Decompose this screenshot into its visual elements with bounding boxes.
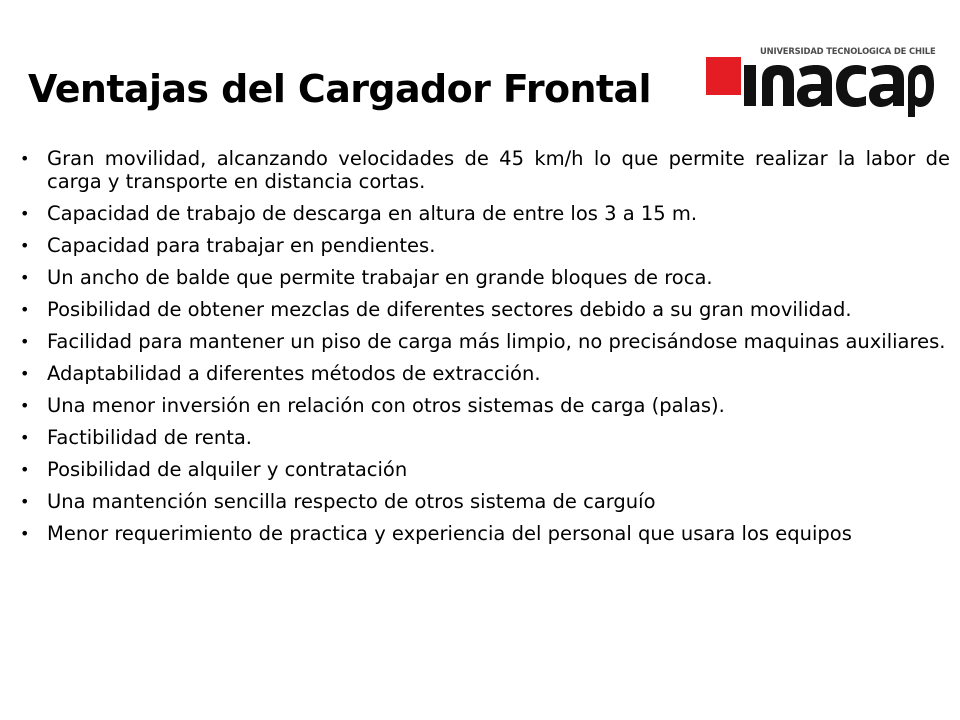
bullet-dot-icon: • bbox=[20, 236, 30, 255]
list-item: • Una mantención sencilla respecto de otros sistema de carguío bbox=[20, 490, 656, 513]
bullet-dot-icon: • bbox=[20, 396, 30, 415]
bullet-dot-icon: • bbox=[20, 524, 30, 543]
list-item: • Posibilidad de obtener mezclas de diferentes sectores debido a su gran movilidad. bbox=[20, 298, 852, 321]
logo-letter-n bbox=[762, 65, 794, 106]
slide-title: Ventajas del Cargador Frontal bbox=[28, 67, 651, 111]
bullet-dot-icon: • bbox=[20, 364, 30, 383]
logo-red-block bbox=[706, 57, 741, 95]
logo-letter-a-2 bbox=[869, 65, 904, 107]
bullet-dot-icon: • bbox=[20, 492, 30, 511]
list-item: • Facilidad para mantener un piso de carga más limpio, no precisándose maquinas auxiliares. bbox=[20, 330, 946, 353]
bullet-dot-icon: • bbox=[20, 149, 30, 168]
logo-letter-c bbox=[836, 65, 866, 107]
bullet-dot-icon: • bbox=[20, 332, 30, 351]
list-item: • Una menor inversión en relación con otros sistemas de carga (palas). bbox=[20, 394, 725, 417]
list-item: • Posibilidad de alquiler y contratación bbox=[20, 458, 408, 481]
list-item: • Capacidad de trabajo de descarga en altura de entre los 3 a 15 m. bbox=[20, 202, 698, 225]
bullet-list bbox=[20, 147, 950, 545]
bullet-dot-icon: • bbox=[20, 460, 30, 479]
bullet-dot-icon: • bbox=[20, 204, 30, 223]
logo-caption: UNIVERSIDAD TECNOLOGICA DE CHILE bbox=[760, 46, 936, 56]
logo-letter-i bbox=[744, 65, 756, 106]
list-item: • Adaptabilidad a diferentes métodos de extracción. bbox=[20, 362, 541, 385]
bullet-dot-icon: • bbox=[20, 268, 30, 287]
bullet-dot-icon: • bbox=[20, 428, 30, 447]
list-item: • Capacidad para trabajar en pendientes. bbox=[20, 234, 436, 257]
logo-letter-a bbox=[797, 65, 832, 107]
bullet-dot-icon: • bbox=[20, 300, 30, 319]
list-item: • Un ancho de balde que permite trabajar en grande bloques de roca. bbox=[20, 266, 713, 289]
list-item: • Menor requerimiento de practica y experiencia del personal que usara los equipos bbox=[20, 522, 852, 545]
inacap-wordmark bbox=[706, 55, 934, 117]
inacap-logo bbox=[706, 46, 934, 118]
list-item: • Gran movilidad, alcanzando velocidades de 45 km/h lo que permite realizar la labor de carga y transporte en distancia cortas. bbox=[20, 147, 950, 193]
list-item: • Factibilidad de renta. bbox=[20, 426, 253, 449]
logo-letter-p bbox=[908, 65, 934, 117]
